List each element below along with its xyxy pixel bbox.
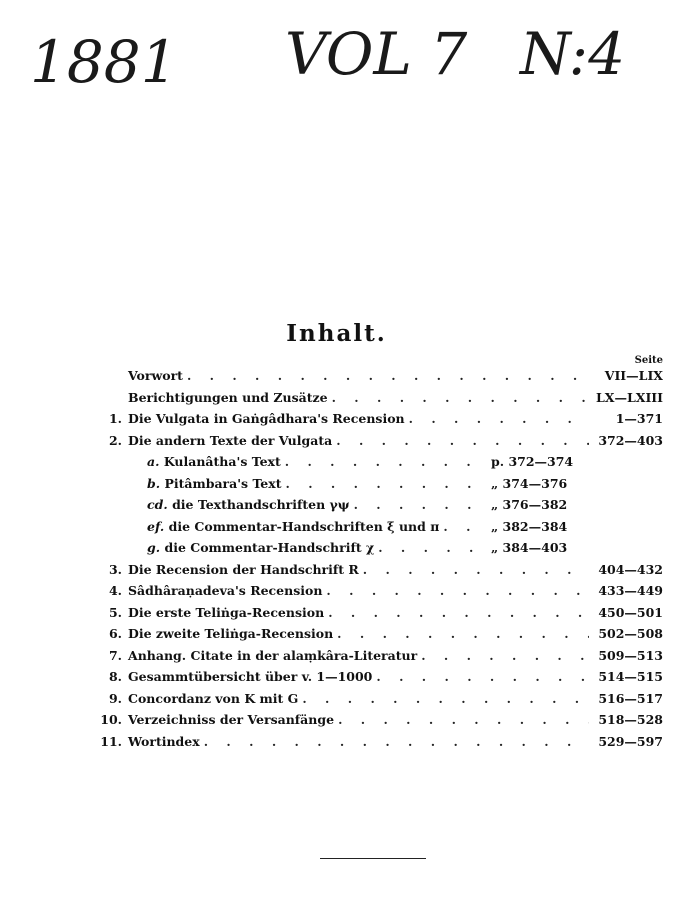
leader-dots [326, 583, 589, 598]
leader-dots [286, 476, 488, 491]
toc-row [92, 605, 663, 627]
toc-pages: LX—LXIII [595, 389, 663, 405]
toc-label: Concordanz von K mit G [128, 690, 299, 706]
leader-dots [332, 390, 589, 405]
toc-label: Die Recension der Handschrift R [128, 561, 359, 577]
handwritten-annotation [0, 12, 673, 102]
toc-number: 7. [108, 647, 122, 663]
toc-row [92, 734, 663, 756]
leader-dots [378, 540, 487, 555]
toc-subletter: a. [147, 454, 160, 469]
toc-number: 11. [100, 733, 122, 749]
toc-number: 10. [100, 712, 122, 727]
toc-row [92, 368, 663, 390]
toc-row [92, 562, 663, 584]
toc-row [92, 648, 663, 670]
toc-row [92, 390, 663, 412]
toc-subtext: die Texthandschriften γψ [172, 497, 350, 512]
leader-dots [337, 626, 589, 641]
toc-subtext: die Commentar-Handschriften ξ und π [168, 518, 440, 534]
toc-row [92, 691, 663, 713]
leader-dots [285, 454, 487, 469]
leader-dots [204, 734, 589, 749]
table-of-contents [92, 368, 663, 755]
toc-pages: 450—501 [598, 604, 663, 620]
toc-subletter: g. [147, 540, 161, 555]
toc-subtext: die Commentar-Handschrift χ [164, 540, 375, 555]
toc-pages: 516—517 [598, 690, 663, 706]
toc-pages: 1—371 [615, 411, 663, 426]
toc-row [92, 411, 663, 433]
leader-dots [376, 669, 589, 684]
page-title: Inhalt. [286, 320, 387, 347]
toc-sublabel [147, 497, 350, 512]
toc-label: Verzeichniss der Versanfänge [128, 712, 335, 727]
toc-label: Die zweite Teliṅga-Recension [128, 626, 334, 641]
leader-dots [336, 433, 589, 448]
toc-number: 1. [108, 411, 122, 426]
toc-subrow [92, 497, 663, 519]
toc-label: Die Vulgata in Gaṅgâdhara's Recension [128, 411, 405, 426]
toc-subletter: ef. [147, 518, 165, 534]
toc-pages: „ 382—384 [491, 518, 568, 534]
toc-pages: 514—515 [598, 669, 663, 684]
leader-dots [354, 497, 487, 512]
toc-sublabel [147, 519, 439, 534]
toc-pages: 529—597 [598, 733, 663, 749]
toc-subrow [92, 540, 663, 562]
toc-number: 9. [108, 690, 122, 706]
toc-subrow [92, 519, 663, 541]
leader-dots [443, 519, 487, 534]
leader-dots [363, 562, 589, 577]
toc-subletter: b. [147, 475, 161, 491]
toc-label: Berichtigungen und Zusätze [128, 389, 328, 405]
handwritten-volume: VOL 7 [285, 20, 468, 88]
handwritten-year: 1881 [30, 28, 178, 96]
leader-dots [338, 712, 589, 727]
leader-dots [409, 411, 589, 426]
toc-label: Gesammtübersicht über v. 1—1000 [128, 669, 373, 684]
toc-pages: „ 384—403 [491, 540, 568, 555]
toc-pages: 433—449 [598, 583, 663, 598]
page-column-header: Seite [634, 355, 663, 366]
toc-row [92, 626, 663, 648]
toc-pages: p. 372—374 [491, 454, 574, 469]
toc-pages: 509—513 [598, 647, 663, 663]
toc-number: 4. [108, 583, 122, 598]
toc-pages: 502—508 [598, 626, 663, 641]
toc-sublabel [147, 476, 282, 491]
toc-row [92, 583, 663, 605]
toc-label: Vorwort [128, 368, 183, 383]
toc-row [92, 433, 663, 455]
toc-row [92, 712, 663, 734]
toc-pages: VII—LIX [604, 368, 663, 383]
toc-label: Anhang. Citate in der alaṃkâra-Literatur [128, 647, 418, 663]
toc-pages: „ 374—376 [491, 475, 568, 491]
toc-number: 2. [108, 432, 122, 448]
toc-pages: 404—432 [598, 561, 663, 577]
leader-dots [302, 691, 589, 706]
toc-label: Die erste Teliṅga-Recension [128, 604, 325, 620]
toc-label: Wortindex [128, 733, 200, 749]
toc-pages: 518—528 [598, 712, 663, 727]
toc-sublabel [147, 540, 374, 555]
leader-dots [328, 605, 589, 620]
toc-number: 3. [108, 561, 122, 577]
toc-subrow [92, 476, 663, 498]
handwritten-number: N:4 [520, 20, 626, 88]
toc-pages: „ 376—382 [491, 497, 568, 512]
toc-subtext: Kulanâtha's Text [163, 454, 281, 469]
leader-dots [187, 368, 589, 383]
toc-subrow [92, 454, 663, 476]
toc-label: Sâdhâraṇadeva's Recension [128, 583, 323, 598]
toc-pages: 372—403 [598, 432, 663, 448]
toc-number: 8. [108, 669, 122, 684]
toc-label: Die andern Texte der Vulgata [128, 432, 333, 448]
toc-sublabel [147, 454, 281, 469]
leader-dots [421, 648, 589, 663]
toc-number: 6. [108, 626, 122, 641]
bottom-divider [320, 858, 426, 859]
toc-subtext: Pitâmbara's Text [164, 475, 282, 491]
toc-row [92, 669, 663, 691]
toc-subletter: cd. [147, 497, 168, 512]
toc-number: 5. [108, 604, 122, 620]
